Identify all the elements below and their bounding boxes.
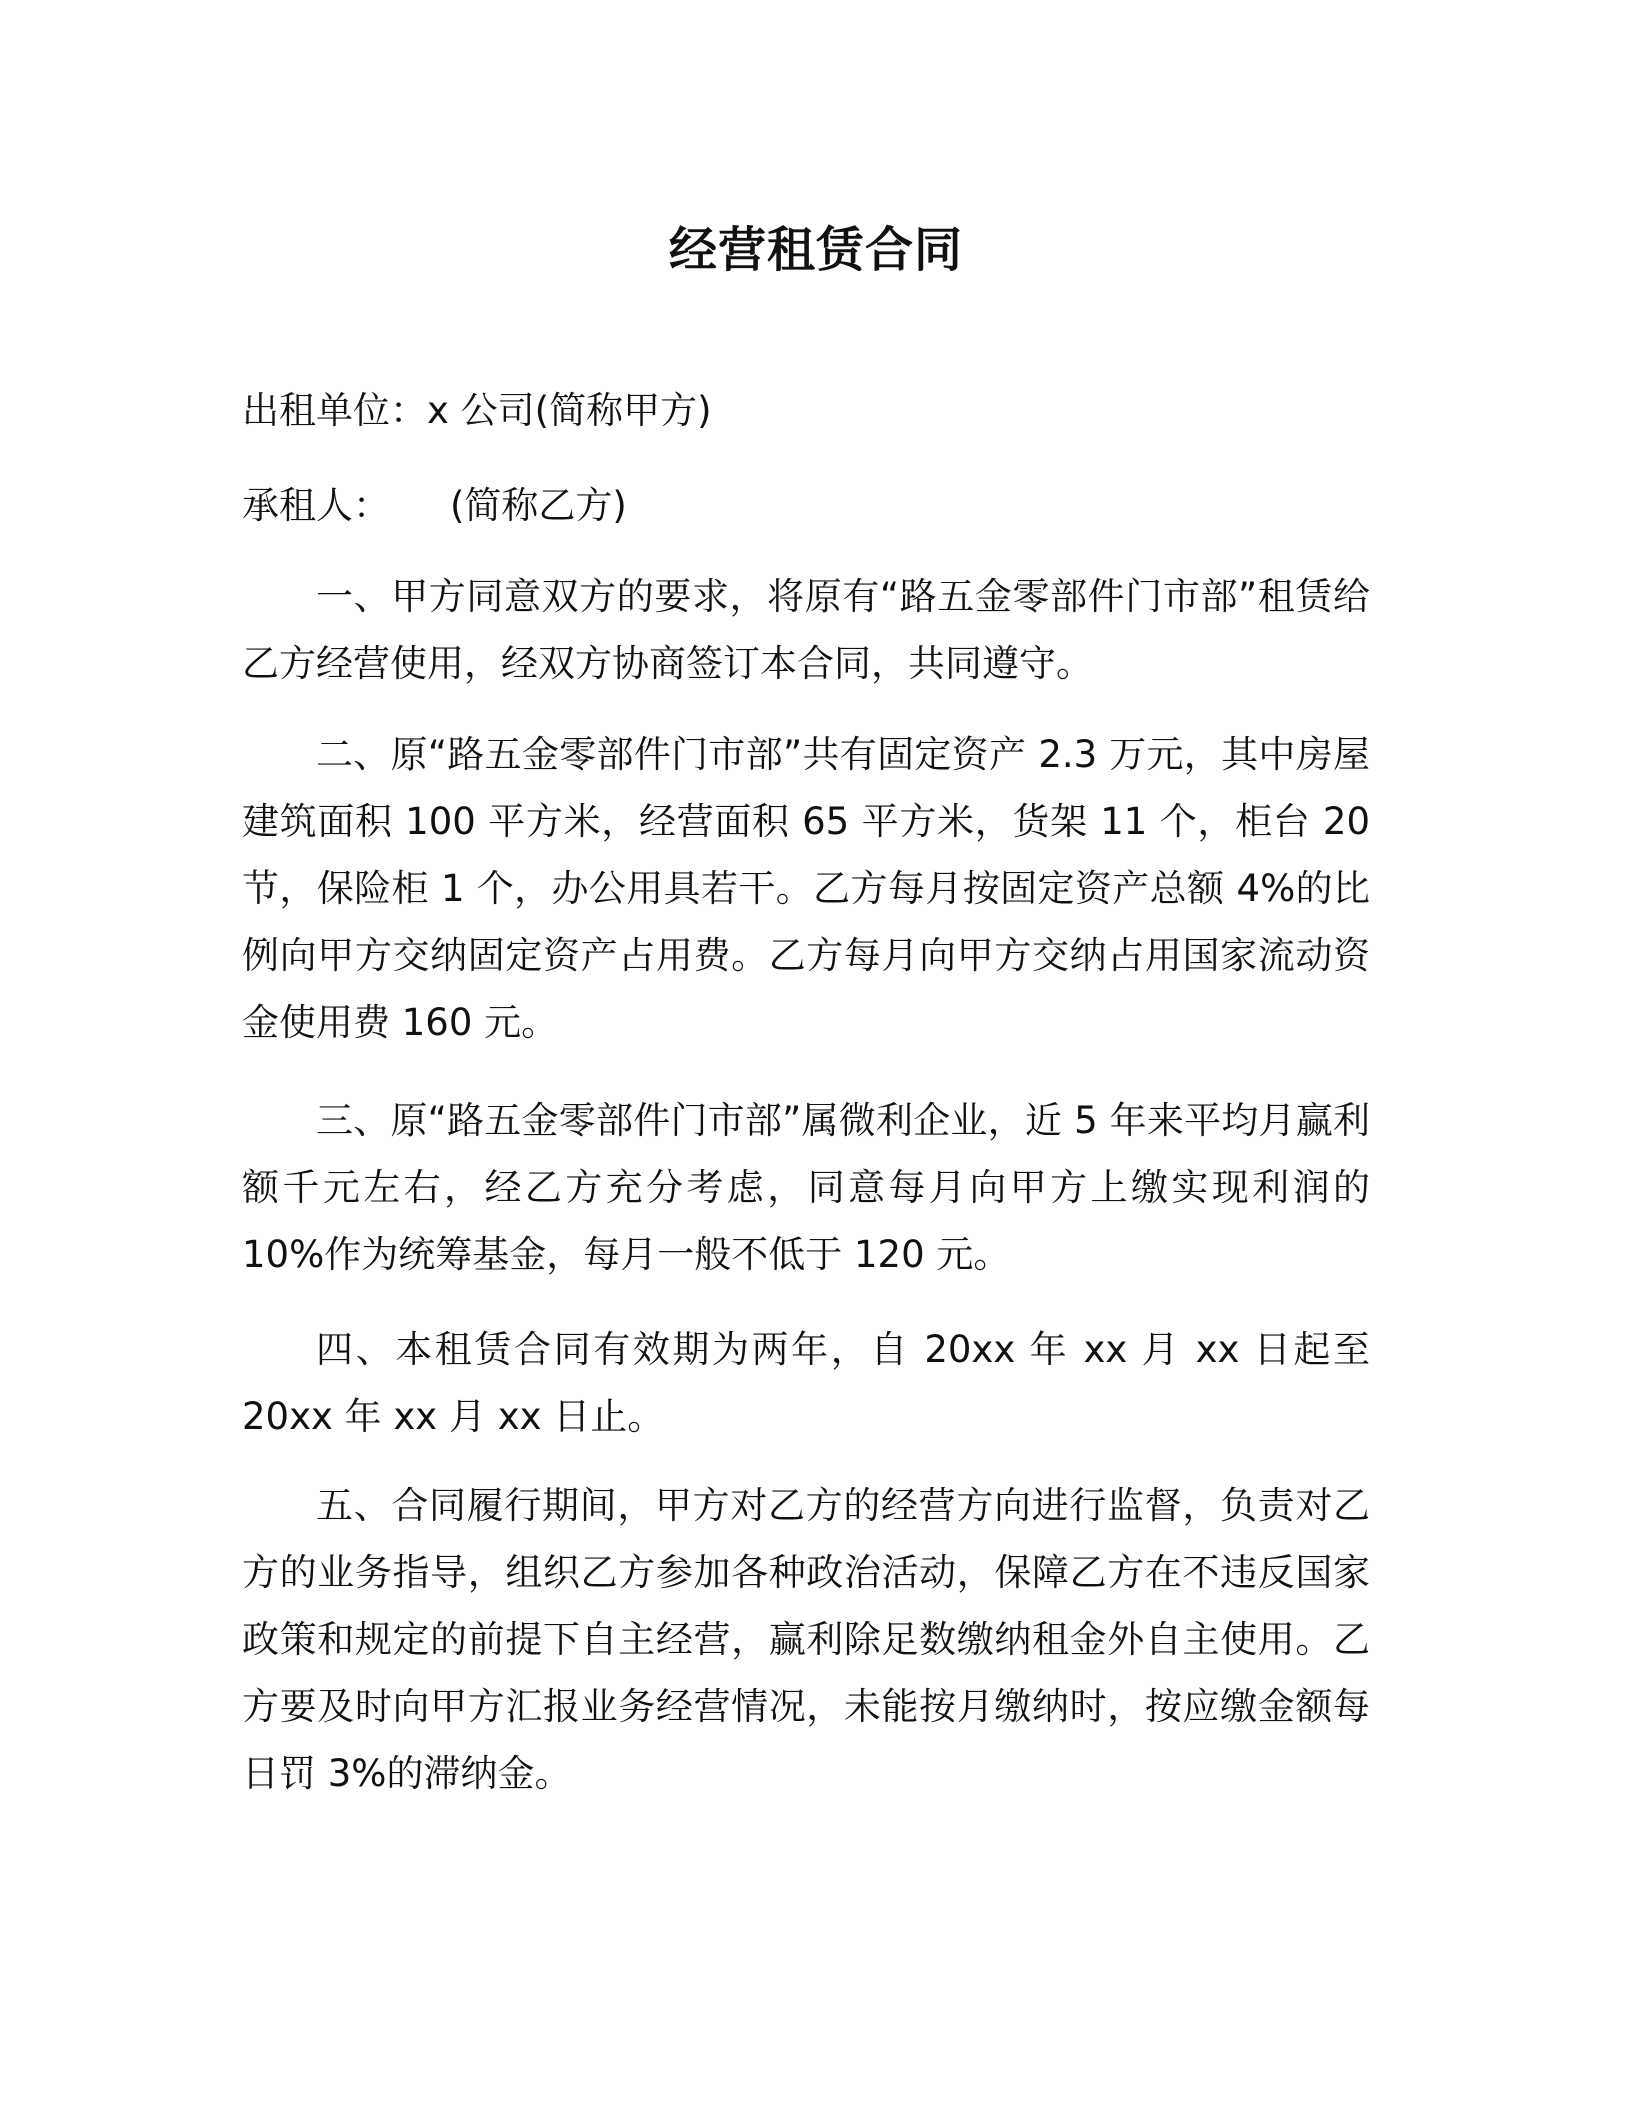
clause-2: 二、原“路五金零部件门市部”共有固定资产 2.3 万元，其中房屋建筑面积 100 平方米，经营面积 65 平方米，货架 11 个，柜台 20 节，保险柜 1 个，办公用具若干。乙方每月按固定资产总额 4%的比例向甲方交纳固定资产占用费。乙方每月向甲方交纳占用国家流动资金使用费 160 元。 <box>242 733 1370 1044</box>
clause-5: 五、合同履行期间，甲方对乙方的经营方向进行监督，负责对乙方的业务指导，组织乙方参加各种政治活动，保障乙方在不违反国家政策和规定的前提下自主经营，赢利除足数缴纳租金外自主使用。乙方要及时向甲方汇报业务经营情况，未能按月缴纳时，按应缴金额每日罚 3%的滞纳金。 <box>242 1484 1370 1795</box>
clause-4: 四、本租赁合同有效期为两年，自 20xx 年 xx 月 xx 日起至 20xx 年 xx 月 xx 日止。 <box>242 1328 1370 1438</box>
clause-3: 三、原“路五金零部件门市部”属微利企业，近 5 年来平均月赢利额千元左右，经乙方充分考虑，同意每月向甲方上缴实现利润的 10%作为统筹基金，每月一般不低于 120 元。 <box>242 1099 1370 1276</box>
lessee-short-name: (简称乙方) <box>450 484 627 527</box>
clause-1: 一、甲方同意双方的要求，将原有“路五金零部件门市部”租赁给乙方经营使用，经双方协商签订本合同，共同遵守。 <box>242 575 1370 685</box>
document-title: 经营租赁合同 <box>668 222 963 278</box>
lessor-line: 出租单位：x 公司(简称甲方) <box>242 389 712 432</box>
lessee-label: 承租人： <box>242 484 390 527</box>
lessee-line <box>242 481 627 531</box>
